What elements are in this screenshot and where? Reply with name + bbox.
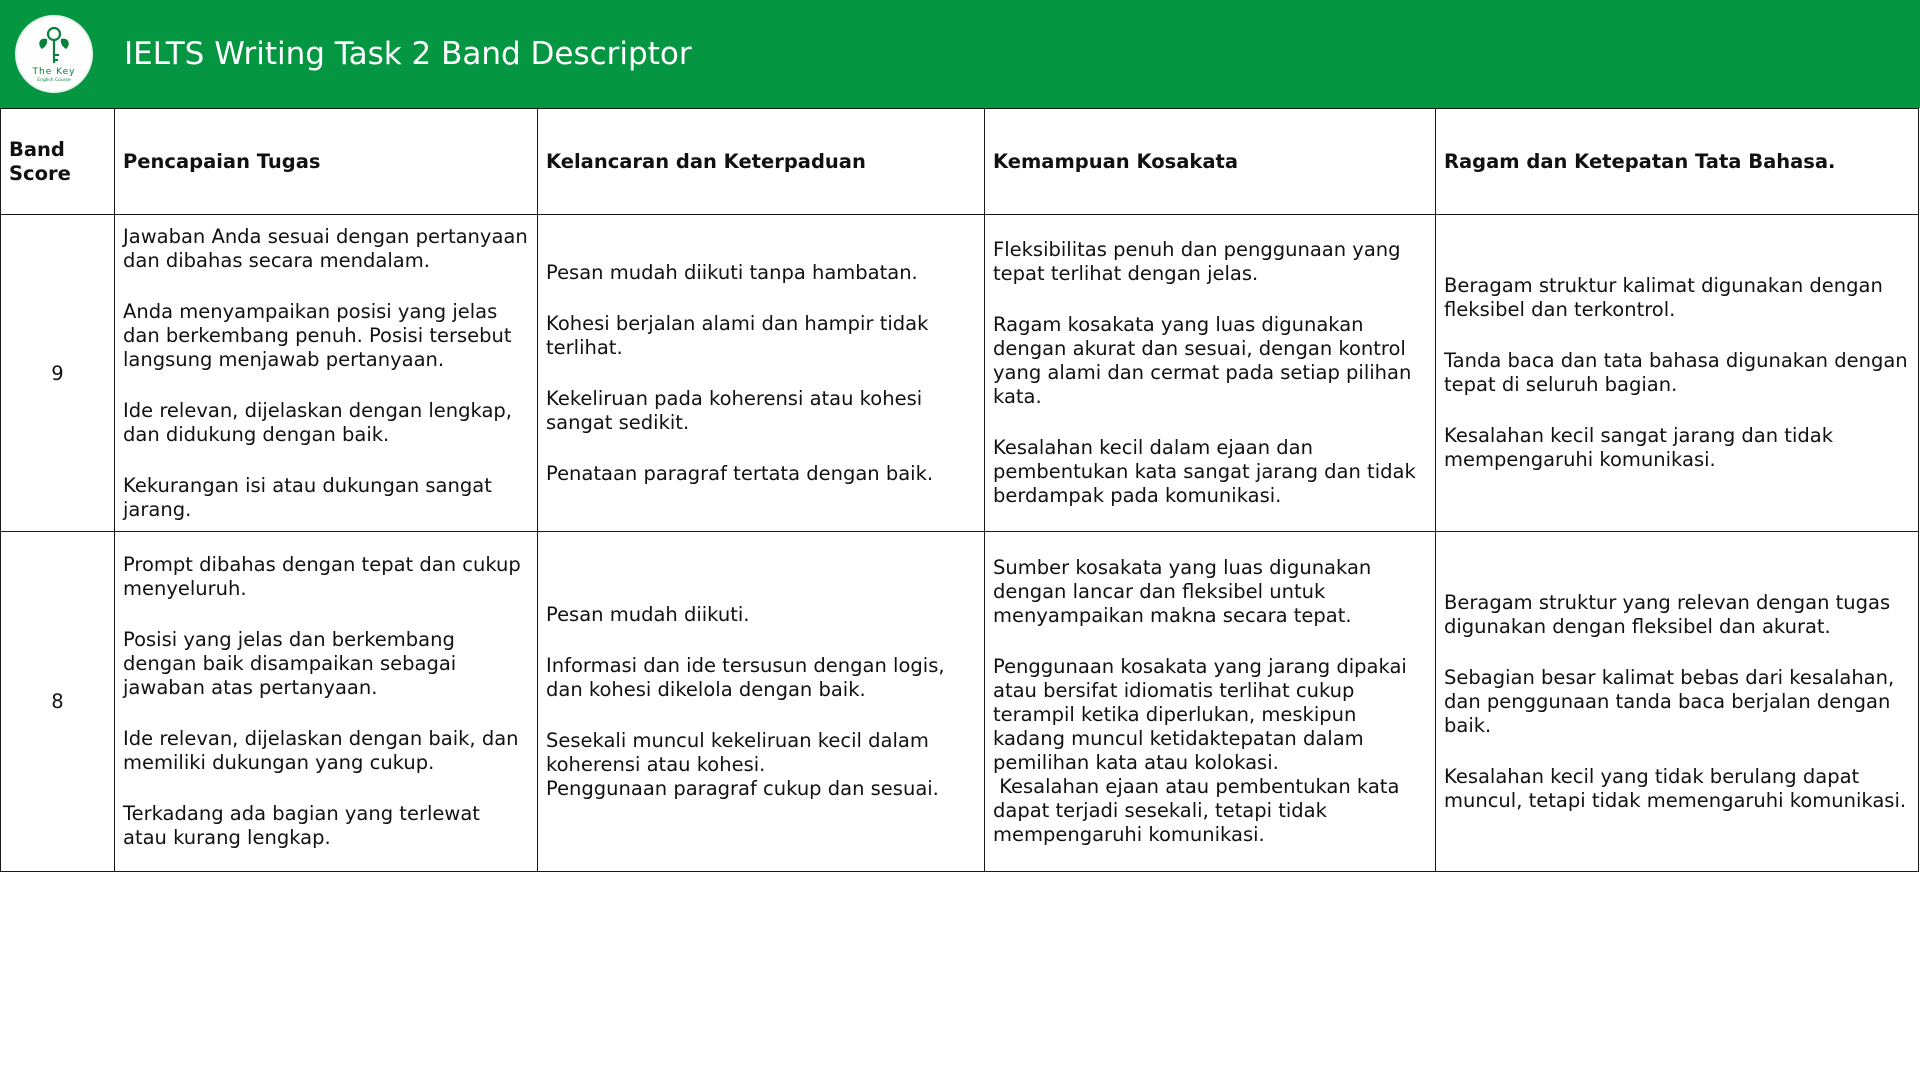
logo-subtitle-text: English Course	[37, 78, 71, 83]
descriptor-text: Anda menyampaikan posisi yang jelas dan berkembang penuh. Posisi tersebut langsung menjawab pertanyaan.	[123, 299, 512, 371]
band-score-cell: 9	[1, 215, 115, 532]
lexical-resource-cell	[985, 215, 1436, 532]
descriptor-text: Kesalahan kecil yang tidak berulang dapat muncul, tetapi tidak memengaruhi komunikasi.	[1444, 764, 1907, 812]
descriptor-text: Fleksibilitas penuh dan penggunaan yang tepat terlihat dengan jelas.	[993, 238, 1401, 285]
band-descriptor-table	[0, 108, 1919, 872]
descriptor-text: Penggunaan paragraf cukup dan sesuai.	[546, 776, 939, 800]
descriptor-text: Kohesi berjalan alami dan hampir tidak terlihat.	[546, 311, 929, 359]
descriptor-text: Pesan mudah diikuti.	[546, 602, 750, 626]
descriptor-text: Beragam struktur yang relevan dengan tugas digunakan dengan fleksibel dan akurat.	[1444, 590, 1891, 638]
descriptor-text: Ide relevan, dijelaskan dengan lengkap, dan didukung dengan baik.	[123, 398, 513, 446]
descriptor-text: Kesalahan kecil sangat jarang dan tidak mempengaruhi komunikasi.	[1444, 424, 1833, 471]
table-row	[1, 532, 1919, 872]
task-achievement-cell	[115, 532, 538, 872]
grammar-accuracy-cell	[1436, 215, 1919, 532]
table-row	[1, 215, 1919, 532]
descriptor-text: Pesan mudah diikuti tanpa hambatan.	[546, 260, 918, 284]
descriptor-text: Kesalahan ejaan atau pembentukan kata dapat terjadi sesekali, tetapi tidak mempengaruhi komunikasi.	[993, 775, 1406, 846]
descriptor-text: Prompt dibahas dengan tepat dan cukup menyeluruh.	[123, 553, 521, 600]
descriptor-text: Jawaban Anda sesuai dengan pertanyaan dan dibahas secara mendalam.	[123, 224, 528, 272]
descriptor-text: Sesekali muncul kekeliruan kecil dalam koherensi atau kohesi.	[546, 728, 929, 776]
lexical-resource-cell	[985, 532, 1436, 872]
descriptor-text: Penggunaan kosakata yang jarang dipakai atau bersifat idiomatis terlihat cukup terampil ketika diperlukan, meskipun kadang muncul ketidaktepatan dalam pemilihan kata atau kolokasi.	[993, 655, 1407, 774]
logo-brand-text: The Key	[32, 67, 76, 77]
header-bar	[0, 0, 1920, 108]
header-task-achievement: Pencapaian Tugas	[115, 109, 538, 215]
grammar-accuracy-cell	[1436, 532, 1919, 872]
descriptor-text: Kesalahan kecil dalam ejaan dan pembentukan kata sangat jarang dan tidak berdampak pada komunikasi.	[993, 436, 1416, 507]
descriptor-text: Ide relevan, dijelaskan dengan baik, dan memiliki dukungan yang cukup.	[123, 727, 519, 774]
descriptor-text: Sebagian besar kalimat bebas dari kesalahan, dan penggunaan tanda baca berjalan dengan baik.	[1444, 665, 1895, 737]
header-lexical-resource: Kemampuan Kosakata	[985, 109, 1436, 215]
header-band-score: Band Score	[1, 109, 115, 215]
coherence-cohesion-cell	[538, 215, 985, 532]
descriptor-text: Ragam kosakata yang luas digunakan dengan akurat dan sesuai, dengan kontrol yang alami dan cermat pada setiap pilihan kata.	[993, 313, 1412, 408]
descriptor-text: Posisi yang jelas dan berkembang dengan baik disampaikan sebagai jawaban atas pertanyaan.	[123, 628, 457, 699]
the-key-logo	[15, 15, 93, 93]
descriptor-text: Beragam struktur kalimat digunakan dengan fleksibel dan terkontrol.	[1444, 274, 1883, 321]
descriptor-text: Kekurangan isi atau dukungan sangat jarang.	[123, 473, 492, 521]
page-title: IELTS Writing Task 2 Band Descriptor	[124, 36, 692, 72]
task-achievement-cell	[115, 215, 538, 532]
descriptor-text: Sumber kosakata yang luas digunakan dengan lancar dan fleksibel untuk menyampaikan makna secara tepat.	[993, 556, 1372, 627]
descriptor-text: Kekeliruan pada koherensi atau kohesi sangat sedikit.	[546, 386, 923, 434]
descriptor-text: Terkadang ada bagian yang terlewat atau kurang lengkap.	[123, 802, 480, 849]
header-grammar-accuracy: Ragam dan Ketepatan Tata Bahasa.	[1436, 109, 1919, 215]
descriptor-text: Tanda baca dan tata bahasa digunakan dengan tepat di seluruh bagian.	[1444, 349, 1908, 396]
header-coherence-cohesion: Kelancaran dan Keterpaduan	[538, 109, 985, 215]
coherence-cohesion-cell	[538, 532, 985, 872]
table-header-row	[1, 109, 1919, 215]
descriptor-text: Penataan paragraf tertata dengan baik.	[546, 461, 934, 485]
descriptor-text: Informasi dan ide tersusun dengan logis, dan kohesi dikelola dengan baik.	[546, 653, 945, 701]
band-score-cell: 8	[1, 532, 115, 872]
